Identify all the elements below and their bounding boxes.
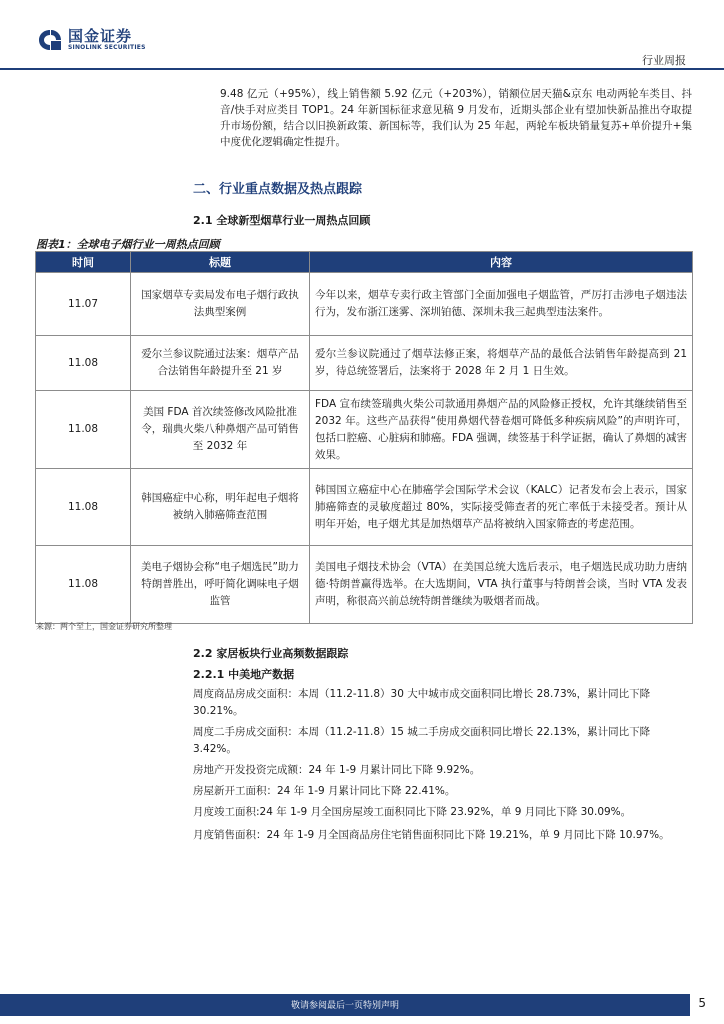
figure-title: 图表1：全球电子烟行业一周热点回顾 <box>36 238 220 251</box>
header-time: 时间 <box>36 252 131 273</box>
report-type-label: 行业周报 <box>642 54 686 67</box>
row-content: FDA 宣布续签瑞典火柴公司款通用鼻烟产品的风险修正授权，允许其继续销售至 2032 年。这些产品获得“使用鼻烟代替卷烟可降低多种疾病风险”的声明许可，包括口腔癌、心脏病和肺癌。FDA 强调，续签基于科学证据，确认了鼻烟的减害效果。 <box>310 391 693 469</box>
data-line-second-hand-housing: 周度二手房成交面积：本周（11.2-11.8）15 城二手房成交面积同比增长 22.13%，累计同比下降 3.42%。 <box>193 726 651 755</box>
row-date: 11.08 <box>36 546 131 624</box>
row-content: 爱尔兰参议院通过了烟草法修正案，将烟草产品的最低合法销售年龄提高到 21 岁，待总统签署后，法案将于 2028 年 2 月 1 日生效。 <box>310 336 693 391</box>
row-title: 美国 FDA 首次续签修改风险批准令，瑞典火柴八种鼻烟产品可销售至 2032 年 <box>131 391 310 469</box>
row-title: 国家烟草专卖局发布电子烟行政执法典型案例 <box>131 273 310 336</box>
row-title: 爱尔兰参议院通过法案：烟草产品合法销售年龄提升至 21 岁 <box>131 336 310 391</box>
hotspot-table <box>35 251 693 624</box>
data-line-sales: 月度销售面积：24 年 1-9 月全国商品房住宅销售面积同比下降 19.21%，单 9 月同比下降 10.97%。 <box>193 829 670 841</box>
subsection-title-2-2-1: 2.2.1 中美地产数据 <box>193 668 295 681</box>
company-logo <box>38 28 146 52</box>
table-source-note: 来源：两个至上，国金证券研究所整理 <box>36 622 172 631</box>
table-row <box>36 469 693 546</box>
row-title: 美电子烟协会称“电子烟选民”助力特朗普胜出，呼吁简化调味电子烟监管 <box>131 546 310 624</box>
data-line-completion: 月度竣工面积:24 年 1-9 月全国房屋竣工面积同比下降 23.92%，单 9 月同比下降 30.09%。 <box>193 806 632 818</box>
data-line-investment: 房地产开发投资完成额：24 年 1-9 月累计同比下降 9.92%。 <box>193 764 481 776</box>
table-row <box>36 391 693 469</box>
row-content: 美国电子烟技术协会（VTA）在美国总统大选后表示，电子烟选民成功助力唐纳德·特朗普赢得选举。在大选期间，VTA 执行董事与特朗普会谈，当时 VTA 发表声明，称很高兴前总统特朗普继续为吸烟者而战。 <box>310 546 693 624</box>
sinolink-logo-icon <box>38 29 62 51</box>
logo-english-text: SINOLINK SECURITIES <box>68 44 146 51</box>
row-content: 今年以来，烟草专卖行政主管部门全面加强电子烟监管，严厉打击涉电子烟违法行为，发布浙江迷雾、深圳铂德、深圳未我三起典型违法案件。 <box>310 273 693 336</box>
table-header-row <box>36 252 693 273</box>
header-divider <box>0 68 724 70</box>
intro-paragraph: 9.48 亿元（+95%），线上销售额 5.92 亿元（+203%），销额位居天猫&京东 电动两轮车类目、抖音/快手对应类目 TOP1。24 年新国标征求意见稿 9 月发布，近期头部企业有望加快新品推出夺取提升市场份额，结合以旧换新政策、新国标等，我们认为 25 年起，两轮车板块销量复苏+单价提升+集中度优化逻辑确定性提升。 <box>220 88 692 148</box>
logo-chinese-text: 国金证券 <box>68 27 133 45</box>
section-title: 二、行业重点数据及热点跟踪 <box>193 182 363 197</box>
row-title: 韩国癌症中心称，明年起电子烟将被纳入肺癌筛查范围 <box>131 469 310 546</box>
row-date: 11.08 <box>36 336 131 391</box>
data-line-commercial-housing: 周度商品房成交面积：本周（11.2-11.8）30 大中城市成交面积同比增长 28.73%，累计同比下降 30.21%。 <box>193 688 651 717</box>
table-row <box>36 336 693 391</box>
subsection-title-2-2: 2.2 家居板块行业高频数据跟踪 <box>193 647 349 660</box>
table-row <box>36 273 693 336</box>
row-date: 11.08 <box>36 469 131 546</box>
header-title: 标题 <box>131 252 310 273</box>
row-content: 韩国国立癌症中心在肺癌学会国际学术会议（KALC）记者发布会上表示，国家肺癌筛查的灵敏度超过 80%，实际接受筛查者的死亡率低于未接受者。预计从明年开始，电子烟尤其是加热烟草产品将被纳入国家筛查的考虑范围。 <box>310 469 693 546</box>
table-row <box>36 546 693 624</box>
data-line-new-construction: 房屋新开工面积：24 年 1-9 月累计同比下降 22.41%。 <box>193 785 456 797</box>
page-number: 5 <box>698 996 706 1010</box>
row-date: 11.08 <box>36 391 131 469</box>
footer-disclaimer: 敬请参阅最后一页特别声明 <box>290 1001 399 1011</box>
subsection-title-2-1: 2.1 全球新型烟草行业一周热点回顾 <box>193 214 371 227</box>
row-date: 11.07 <box>36 273 131 336</box>
header-content: 内容 <box>310 252 693 273</box>
